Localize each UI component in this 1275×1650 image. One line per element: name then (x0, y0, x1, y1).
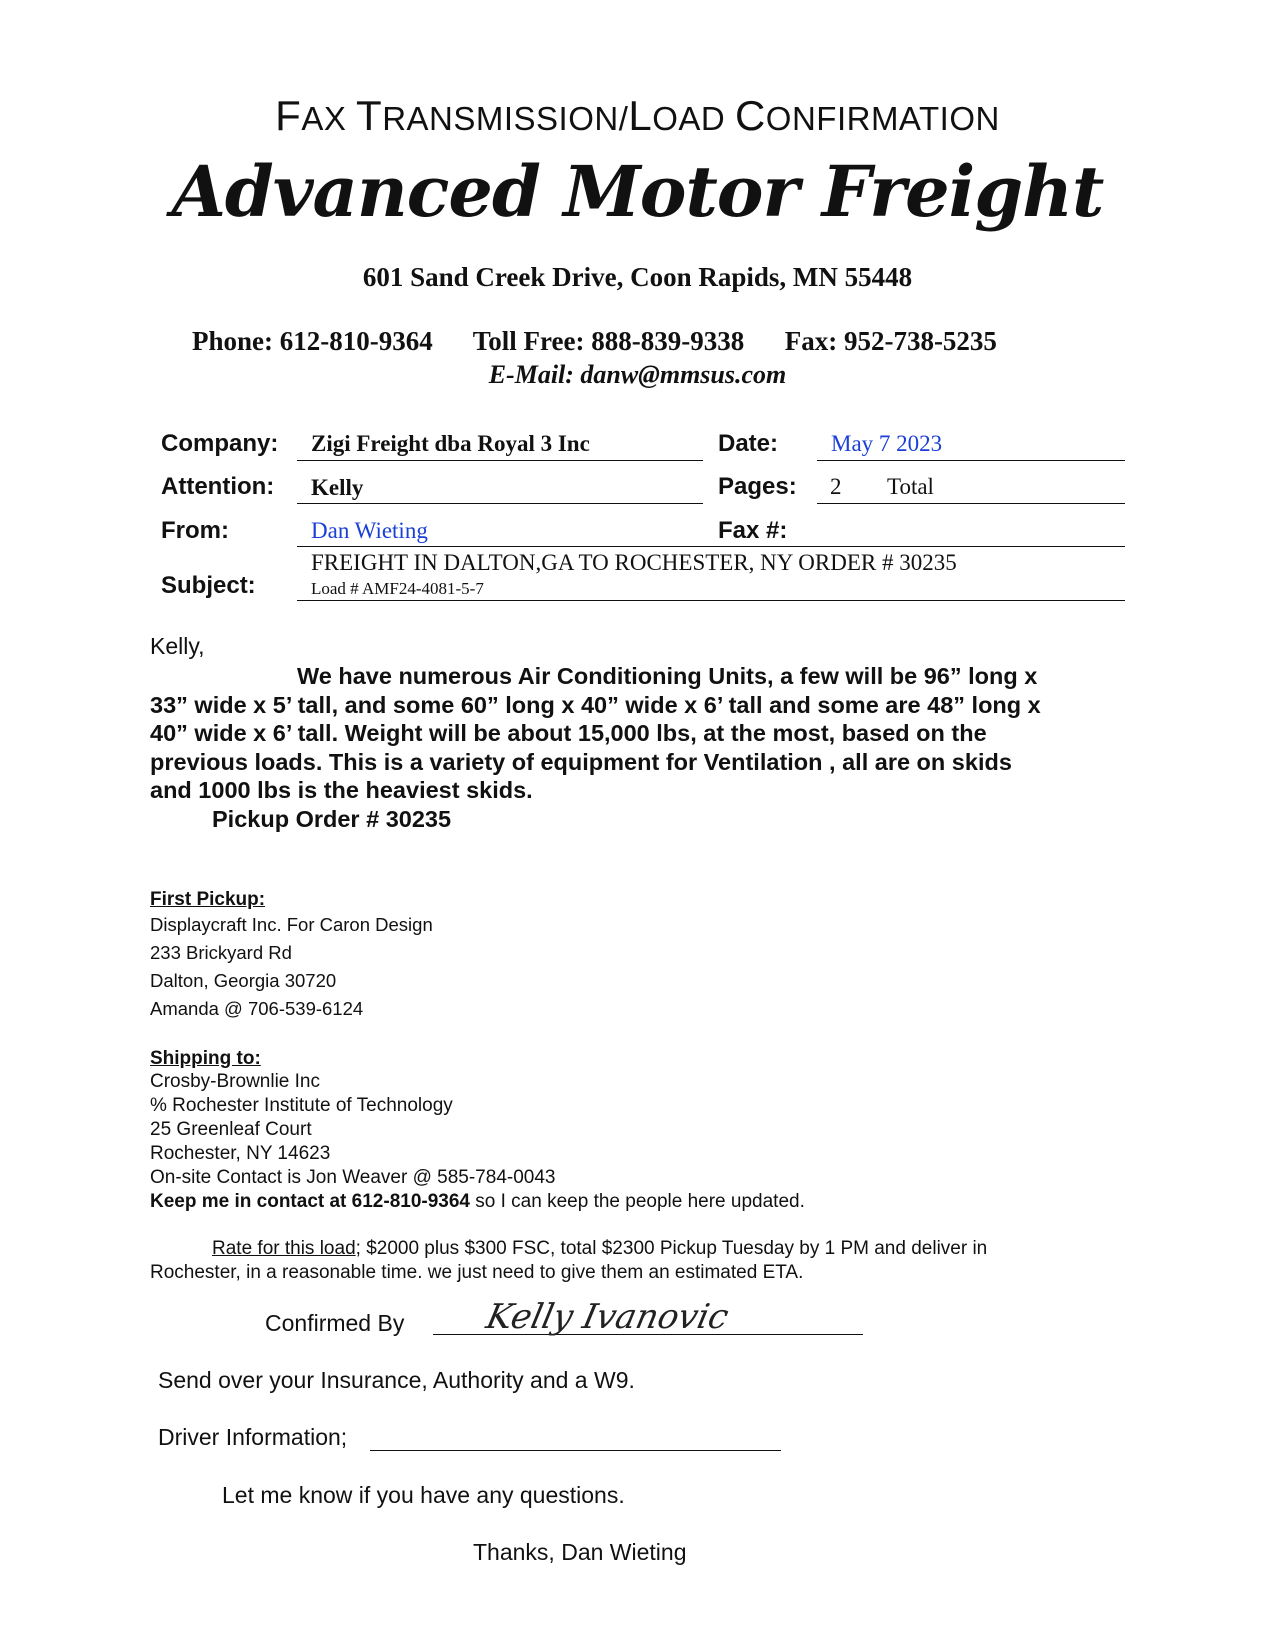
title-word-4: CONFIRMATION (734, 92, 1000, 139)
from-value: Dan Wieting (311, 518, 428, 543)
first-pickup-line: Amanda @ 706-539-6124 (150, 998, 364, 1019)
first-pickup-section (150, 889, 433, 1023)
letter-body (150, 662, 1110, 833)
keep-in-contact-bold: Keep me in contact at 612-810-9364 (150, 1191, 470, 1212)
rate-text-1: ; $2000 plus $300 FSC, total $2300 Pickup Tuesday by 1 PM and deliver in (355, 1238, 988, 1259)
company-underline (297, 460, 703, 461)
shipping-to-line: 25 Greenleaf Court (150, 1119, 312, 1140)
company-name: Advanced Motor Freight (171, 150, 1104, 233)
document-title (0, 92, 1275, 140)
subject-line-2: Load # AMF24-4081-5-7 (311, 579, 484, 598)
rate-line-1 (150, 1237, 1150, 1261)
letter-line: 40” wide x 6’ tall. Weight will be about 15,000 lbs, at the most, based on the (150, 720, 987, 746)
keep-in-contact-rest: so I can keep the people here updated. (470, 1191, 805, 1212)
greeting: Kelly, (150, 633, 205, 659)
title-word-1: FAX (275, 92, 357, 139)
from-label: From: (161, 517, 229, 544)
letter-line: We have numerous Air Conditioning Units, a few will be 96” long x (297, 663, 1038, 689)
company-email: E-Mail: danw@mmsus.com (488, 360, 787, 389)
pickup-order: Pickup Order # 30235 (212, 805, 452, 832)
toll-free-number: Toll Free: 888-839-9338 (472, 326, 745, 356)
subject-line-1: FREIGHT IN DALTON,GA TO ROCHESTER, NY ORDER # 30235 (311, 550, 957, 575)
send-over-note: Send over your Insurance, Authority and a W9. (158, 1367, 635, 1393)
contact-numbers (192, 326, 1092, 357)
first-pickup-heading: First Pickup: (150, 889, 266, 910)
attention-label: Attention: (161, 473, 275, 500)
shipping-to-heading: Shipping to: (150, 1048, 261, 1069)
first-pickup-line: Dalton, Georgia 30720 (150, 970, 337, 991)
confirmed-by-label: Confirmed By (265, 1310, 405, 1336)
letter-line: previous loads. This is a variety of equipment for Ventilation , all are on skids (150, 748, 1012, 775)
keep-in-contact (150, 1190, 805, 1214)
first-pickup-line: 233 Brickyard Rd (150, 942, 292, 963)
shipping-to-section (150, 1048, 805, 1214)
pages-label: Pages: (718, 473, 797, 500)
pages-underline (817, 503, 1125, 504)
questions-note: Let me know if you have any questions. (222, 1482, 625, 1508)
signature: Kelly Ivanovic (482, 1297, 733, 1337)
company-label: Company: (161, 430, 279, 457)
sign-off: Thanks, Dan Wieting (473, 1539, 687, 1565)
letter-line: and 1000 lbs is the heaviest skids. (150, 777, 533, 803)
rate-line-2: Rochester, in a reasonable time. we just need to give them an estimated ETA. (150, 1262, 804, 1283)
pages-total: Total (887, 474, 934, 499)
shipping-to-line: On-site Contact is Jon Weaver @ 585-784-0043 (150, 1167, 556, 1188)
subject-underline (297, 600, 1125, 601)
attention-value: Kelly (311, 475, 364, 500)
phone-number: Phone: 612-810-9364 (192, 326, 433, 356)
subject-label: Subject: (161, 572, 256, 599)
date-underline (817, 460, 1125, 461)
fax-number: Fax: 952-738-5235 (784, 326, 997, 356)
shipping-to-line: Rochester, NY 14623 (150, 1143, 331, 1164)
date-value: May 7 2023 (831, 431, 943, 456)
letter-line: 33” wide x 5’ tall, and some 60” long x 40” wide x 6’ tall and some are 48” long x (150, 691, 1041, 718)
driver-info-line (370, 1450, 781, 1451)
rate-label: Rate for this load (212, 1238, 356, 1259)
from-underline (297, 546, 1125, 547)
first-pickup-line: Displaycraft Inc. For Caron Design (150, 914, 433, 935)
driver-info-label: Driver Information; (158, 1424, 348, 1450)
attention-underline (297, 503, 703, 504)
title-word-3: LOAD (628, 92, 735, 139)
fax-label: Fax #: (718, 517, 788, 544)
rate-section (150, 1237, 1150, 1285)
company-value: Zigi Freight dba Royal 3 Inc (311, 431, 590, 456)
shipping-to-line: Crosby-Brownlie Inc (150, 1071, 320, 1092)
date-label: Date: (718, 430, 779, 457)
shipping-to-line: % Rochester Institute of Technology (150, 1095, 453, 1116)
pages-value: 2 (830, 474, 842, 499)
company-address: 601 Sand Creek Drive, Coon Rapids, MN 55448 (362, 262, 913, 292)
title-word-2: TRANSMISSION/ (356, 92, 629, 139)
